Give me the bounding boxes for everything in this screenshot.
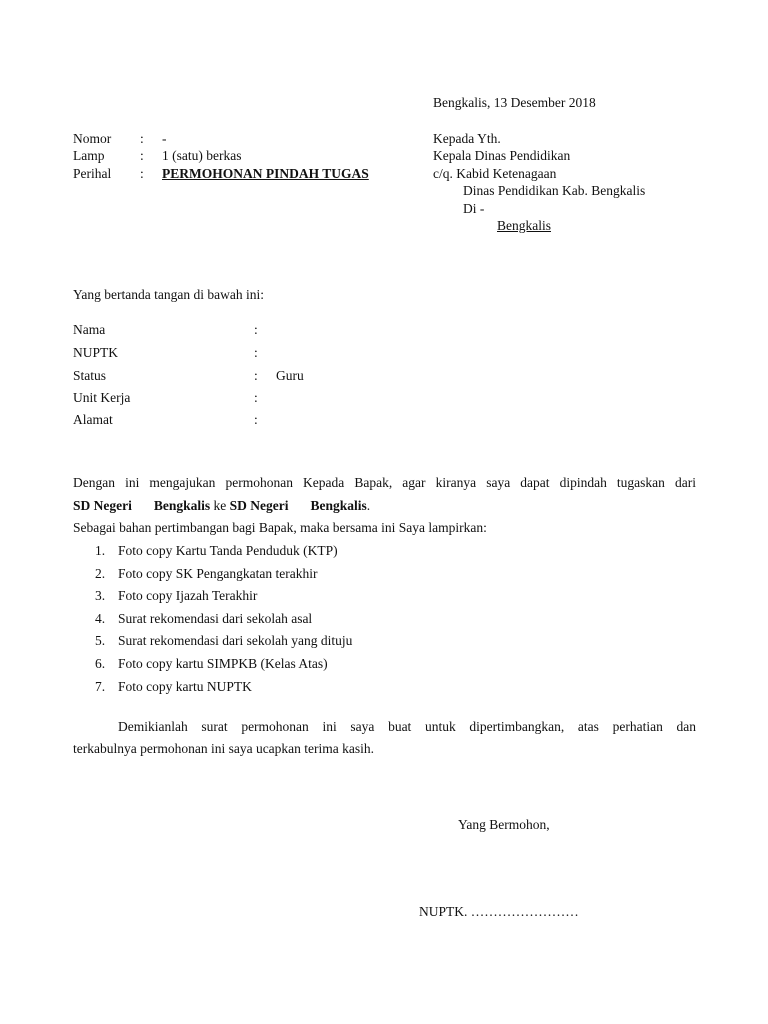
attachment-intro: Sebagai bahan pertimbangan bagi Bapak, maka bersama ini Saya lampirkan: [73,520,487,535]
list-item: Foto copy Ijazah Terakhir [118,588,258,603]
from-school: SD Negeri [73,498,132,513]
field-sep: : [254,390,258,405]
meta-value-lamp: 1 (satu) berkas [162,148,242,163]
place-date: Bengkalis, 13 Desember 2018 [433,95,596,110]
recipient-line-1: Kepada Yth. [433,131,501,146]
field-sep: : [254,412,258,427]
field-label-nama: Nama [73,322,106,337]
list-item-number: 4. [95,611,106,626]
from-city: Bengkalis [153,498,211,513]
field-sep: : [254,322,258,337]
list-item: Foto copy kartu SIMPKB (Kelas Atas) [118,656,328,671]
list-item-number: 7. [95,679,106,694]
meta-sep: : [140,131,144,146]
to-city: Bengkalis [310,498,367,513]
meta-label-perihal: Perihal [73,166,112,181]
list-item: Foto copy kartu NUPTK [118,679,252,694]
list-item-number: 1. [95,543,106,558]
field-value-status: Guru [276,368,304,383]
signature-nuptk: NUPTK. …………………… [419,904,579,919]
meta-value-nomor: - [162,131,167,146]
list-item-number: 2. [95,566,106,581]
list-item-number: 3. [95,588,106,603]
list-item: Foto copy Kartu Tanda Penduduk (KTP) [118,543,338,558]
recipient-line-5: Di - [463,201,485,216]
meta-label-lamp: Lamp [73,148,105,163]
connector: ke [213,498,227,513]
field-label-alamat: Alamat [73,412,113,427]
signature-title: Yang Bermohon, [458,817,550,832]
list-item: Foto copy SK Pengangkatan terakhir [118,566,318,581]
meta-value-perihal: PERMOHONAN PINDAH TUGAS [162,166,369,181]
list-item: Surat rekomendasi dari sekolah asal [118,611,313,626]
to-school: SD Negeri [229,498,289,513]
transfer-line [73,498,370,514]
recipient-line-3: c/q. Kabid Ketenagaan [433,166,557,181]
recipient-line-2: Kepala Dinas Pendidikan [433,148,571,163]
list-item-number: 5. [95,633,106,648]
meta-sep: : [140,148,144,163]
list-item-number: 6. [95,656,106,671]
closing-line-2: terkabulnya permohonan ini saya ucapkan terima kasih. [73,741,375,756]
end-dot: . [366,498,371,513]
closing-line-1: Demikianlah surat permohonan ini saya buat untuk dipertimbangkan, atas perhatian dan [118,719,696,734]
list-item: Surat rekomendasi dari sekolah yang dituju [118,633,353,648]
field-sep: : [254,345,258,360]
field-label-nuptk: NUPTK [73,345,119,360]
body-paragraph-1: Dengan ini mengajukan permohonan Kepada Bapak, agar kiranya saya dapat dipindah tugaskan dari [73,475,696,490]
field-label-status: Status [73,368,107,383]
field-sep: : [254,368,258,383]
meta-sep: : [140,166,144,181]
recipient-city: Bengkalis [497,218,551,233]
field-label-unit-kerja: Unit Kerja [73,390,131,405]
recipient-line-4: Dinas Pendidikan Kab. Bengkalis [463,183,646,198]
intro-text: Yang bertanda tangan di bawah ini: [73,287,264,302]
meta-label-nomor: Nomor [73,131,112,146]
